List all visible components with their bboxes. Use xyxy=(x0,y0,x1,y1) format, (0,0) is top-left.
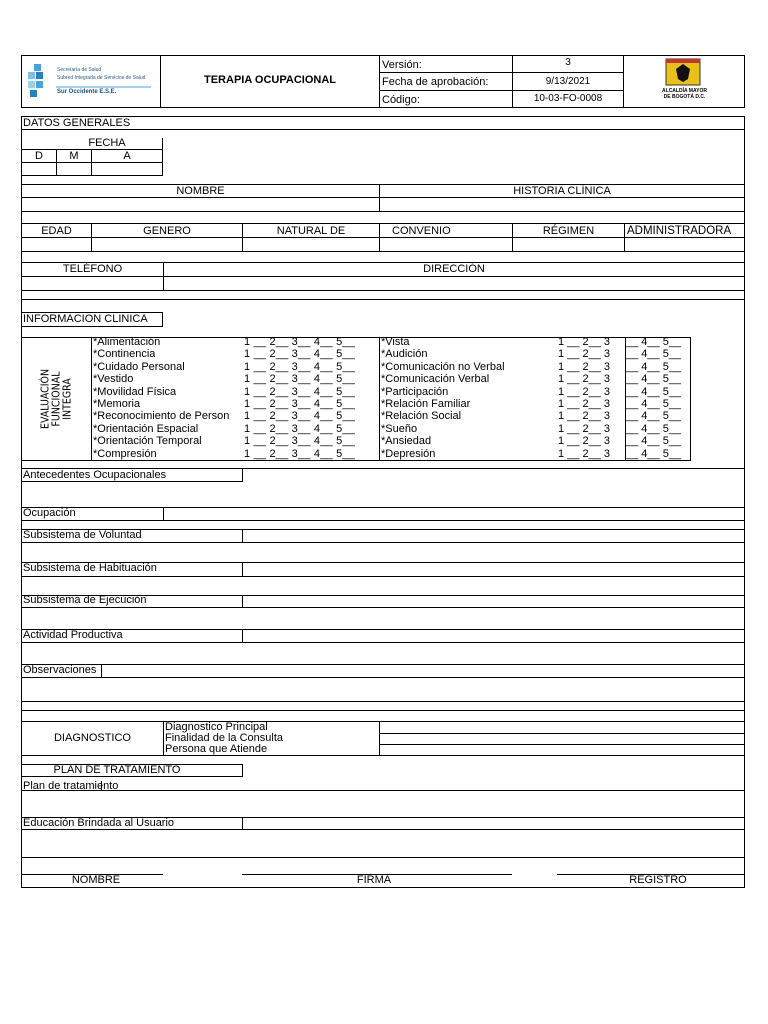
eval-item: *Reconocimiento de Person xyxy=(93,410,230,423)
vertical-line2: FUNCIONAL xyxy=(50,371,62,427)
info-clinica-title: INFORMACION CLINICA xyxy=(23,313,148,325)
diag-principal-label: Diagnostico Principal xyxy=(165,721,268,733)
natural-label: NATURAL DE xyxy=(276,225,346,237)
code-label: Código: xyxy=(382,94,420,106)
voluntad-label: Subsistema de Voluntad xyxy=(23,529,142,541)
eval-item: *Orientación Temporal xyxy=(93,435,202,448)
observaciones-label: Observaciones xyxy=(23,664,97,676)
telefono-label: TELÉFONO xyxy=(62,263,123,275)
eval-scale-a[interactable]: 1 __ 2__ 3 xyxy=(558,410,610,423)
habituacion-label: Subsistema de Habituación xyxy=(23,562,157,574)
diagnostico-label: DIAGNOSTICO xyxy=(53,732,131,744)
convenio-input[interactable] xyxy=(380,238,512,251)
productiva-input[interactable] xyxy=(243,630,744,642)
eval-scale[interactable]: 1 __ 2__ 3__ 4__ 5__ xyxy=(244,398,356,410)
eval-item: *Vestido xyxy=(93,373,134,386)
eval-item: *Ansiedad xyxy=(381,435,432,448)
ocupacion-input[interactable] xyxy=(164,508,744,520)
fecha-d: D xyxy=(35,150,43,162)
version-value: 3 xyxy=(565,57,571,68)
voluntad-input[interactable] xyxy=(22,543,744,561)
ocupacion-label: Ocupación xyxy=(23,507,76,519)
fecha-label: FECHA xyxy=(88,137,126,149)
version-label: Versión: xyxy=(382,59,422,71)
fecha-year-input[interactable] xyxy=(92,163,162,175)
code-value: 10-03-FO-0008 xyxy=(533,93,603,104)
edad-input[interactable] xyxy=(22,238,91,251)
habituacion-input[interactable] xyxy=(243,563,744,576)
eval-scale-b[interactable]: __ 4__ 5__ xyxy=(626,447,682,460)
eval-item: *Compresión xyxy=(93,447,157,460)
alcaldia-logo xyxy=(624,56,745,107)
eval-item: *Participación xyxy=(381,385,449,398)
eval-scale[interactable]: 1 __ 2__ 3__ 4__ 5__ xyxy=(244,447,356,460)
administradora-input[interactable] xyxy=(625,238,744,251)
regimen-label: RÉGIMEN xyxy=(542,225,595,237)
eval-item: *Comunicación no Verbal xyxy=(381,360,505,373)
eval-item: *Sueño xyxy=(381,422,418,435)
eval-item: *Memoria xyxy=(93,398,141,410)
historia-input[interactable] xyxy=(380,198,744,211)
eval-item: *Depresión xyxy=(381,447,436,460)
eval-scale[interactable]: 1 __ 2__ 3__ 4__ 5__ xyxy=(244,348,356,361)
plan-label: Plan de tratamiento xyxy=(23,780,119,792)
historia-label: HISTORIA CLÍNICA xyxy=(513,185,611,197)
natural-input[interactable] xyxy=(243,238,379,251)
eval-scale-a[interactable]: 1 __ 2__ 3 xyxy=(558,348,610,361)
vertical-line1: EVALUACIÓN xyxy=(39,368,51,430)
eval-scale[interactable]: 1 __ 2__ 3__ 4__ 5__ xyxy=(244,410,356,423)
eval-scale[interactable]: 1 __ 2__ 3__ 4__ 5__ xyxy=(244,385,356,398)
productiva-label: Actividad Productiva xyxy=(23,629,123,641)
eval-scale-b[interactable]: __ 4__ 5__ xyxy=(626,435,682,448)
eval-scale-a[interactable]: 1 __ 2__ 3 xyxy=(558,435,610,448)
persona-input[interactable] xyxy=(380,745,744,755)
regimen-input[interactable] xyxy=(513,238,624,251)
eval-scale-b[interactable]: __ 4__ 5__ xyxy=(626,398,682,410)
diag-principal-input[interactable] xyxy=(380,722,744,733)
telefono-input[interactable] xyxy=(22,277,163,290)
eval-scale[interactable]: 1 __ 2__ 3__ 4__ 5__ xyxy=(244,336,356,348)
eval-item: *Alimentación xyxy=(93,336,161,348)
eval-scale-a[interactable]: 1 __ 2__ 3 xyxy=(558,422,610,435)
plan-input[interactable] xyxy=(22,791,744,817)
eval-scale-a[interactable]: 1 __ 2__ 3 xyxy=(558,447,610,460)
org-line3: Sur Occidente E.S.E. xyxy=(57,89,117,95)
eval-scale-b[interactable]: __ 4__ 5__ xyxy=(626,348,682,361)
observaciones-input[interactable] xyxy=(22,678,744,700)
antecedentes-input[interactable] xyxy=(243,469,744,507)
eval-scale-a[interactable]: 1 __ 2__ 3 xyxy=(558,373,610,386)
nombre-label: NOMBRE xyxy=(176,185,225,197)
ejecucion-input[interactable] xyxy=(243,596,744,607)
alcaldia-line2: DE BOGOTÁ D.C. xyxy=(663,94,706,100)
vertical-line3: INTEGRA xyxy=(61,378,73,420)
page-title: TERAPIA OCUPACIONAL xyxy=(204,74,336,86)
genero-label: GENERO xyxy=(143,225,191,237)
eval-scale[interactable]: 1 __ 2__ 3__ 4__ 5__ xyxy=(244,422,356,435)
eval-scale-b[interactable]: __ 4__ 5__ xyxy=(626,385,682,398)
approval-value: 9/13/2021 xyxy=(545,76,591,87)
fecha-month-input[interactable] xyxy=(57,163,91,175)
footer-firma: FIRMA xyxy=(356,874,392,886)
bogota-shield-icon xyxy=(624,56,745,90)
eval-scale-a[interactable]: 1 __ 2__ 3 xyxy=(558,385,610,398)
eval-scale[interactable]: 1 __ 2__ 3__ 4__ 5__ xyxy=(244,435,356,448)
eval-scale-b[interactable]: __ 4__ 5__ xyxy=(626,410,682,423)
finalidad-input[interactable] xyxy=(380,734,744,744)
datos-generales-title: DATOS GENERALES xyxy=(23,117,131,129)
ejecucion-label: Subsistema de Ejecución xyxy=(23,594,147,606)
eval-item: *Audición xyxy=(381,348,428,361)
plan-title: PLAN DE TRATAMIENTO xyxy=(53,764,181,776)
eval-scale-b[interactable]: __ 4__ 5__ xyxy=(626,422,682,435)
fecha-day-input[interactable] xyxy=(22,163,56,175)
antecedentes-label: Antecedentes Ocupacionales xyxy=(23,469,167,481)
genero-input[interactable] xyxy=(92,238,242,251)
footer-registro: REGISTRO xyxy=(629,874,687,886)
edad-label: EDAD xyxy=(41,225,72,237)
eval-item: *Relación Social xyxy=(381,410,462,423)
eval-scale[interactable]: 1 __ 2__ 3__ 4__ 5__ xyxy=(244,360,356,373)
eval-scale-b[interactable]: __ 4__ 5__ xyxy=(626,336,682,348)
eval-scale-a[interactable]: 1 __ 2__ 3 xyxy=(558,360,610,373)
finalidad-label: Finalidad de la Consulta xyxy=(165,732,284,744)
evaluacion-vertical-label xyxy=(22,338,91,460)
org-line1: Secretaría de Salud xyxy=(57,67,102,73)
eval-item: *Movilidad Física xyxy=(93,385,177,398)
eval-scale-a[interactable]: 1 __ 2__ 3 xyxy=(558,398,610,410)
org-line2: Subred Integrada de Servicios de Salud xyxy=(57,75,146,81)
educacion-label: Educación Brindada al Usuario xyxy=(23,817,175,829)
direccion-input[interactable] xyxy=(164,277,744,290)
eval-scale[interactable]: 1 __ 2__ 3__ 4__ 5__ xyxy=(244,373,356,386)
convenio-label: CONVENIO xyxy=(392,225,451,237)
eval-item: *Comunicación Verbal xyxy=(381,373,490,386)
fecha-m: M xyxy=(69,150,79,162)
subred-logo xyxy=(26,62,156,100)
alcaldia-line1: ALCALDÍA MAYOR xyxy=(662,88,707,94)
eval-item: *Continencia xyxy=(93,348,156,361)
direccion-label: DIRECCIÓN xyxy=(423,263,485,275)
eval-item: *Relación Familiar xyxy=(381,398,471,410)
eval-scale-b[interactable]: __ 4__ 5__ xyxy=(626,360,682,373)
nombre-input[interactable] xyxy=(22,198,379,211)
persona-label: Persona que Atiende xyxy=(165,743,268,755)
eval-scale-a[interactable]: 1 __ 2__ 3 xyxy=(558,336,610,348)
educacion-input[interactable] xyxy=(22,830,744,856)
administradora-label: ADMINISTRADORA xyxy=(627,225,732,237)
eval-item: *Vista xyxy=(381,336,410,348)
eval-scale-b[interactable]: __ 4__ 5__ xyxy=(626,373,682,386)
eval-item: *Orientación Espacial xyxy=(93,422,199,435)
eval-item: *Cuidado Personal xyxy=(93,360,185,373)
approval-label: Fecha de aprobación: xyxy=(382,76,489,88)
footer-nombre: NOMBRE xyxy=(71,874,121,886)
fecha-a: A xyxy=(123,150,131,162)
